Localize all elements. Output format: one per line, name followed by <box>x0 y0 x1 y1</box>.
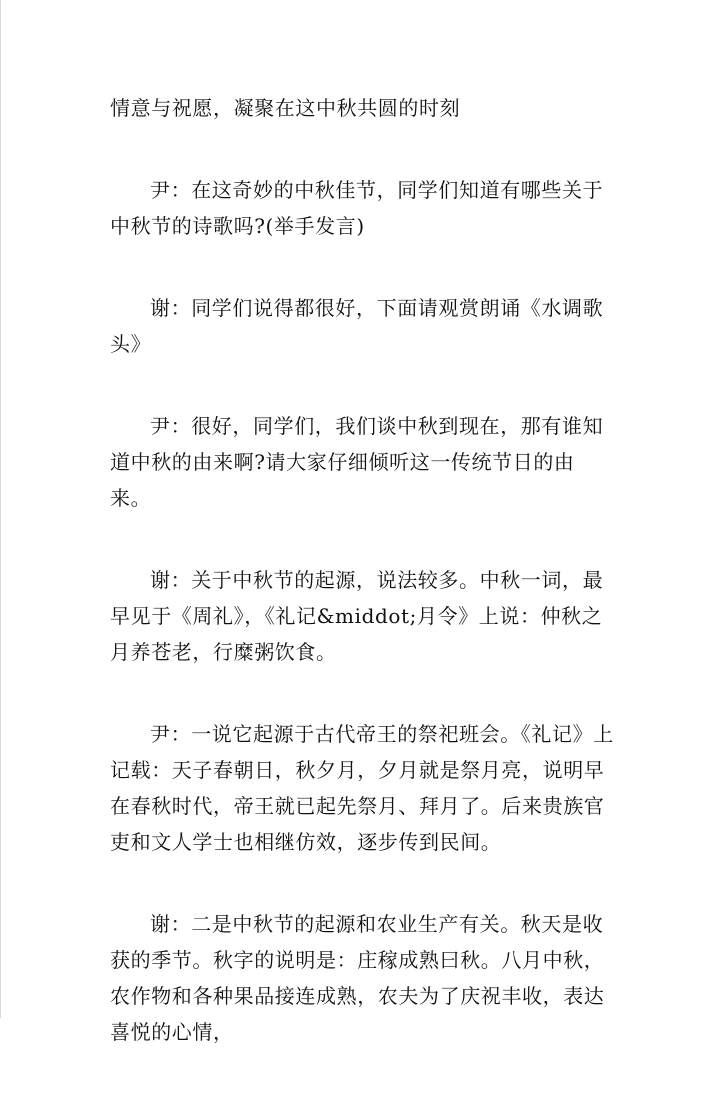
paragraph-6: 尹：一说它起源于古代帝王的祭祀班会。《礼记》上记载：天子春朝日，秋夕月，夕月就是祭月亮，说明早在春秋时代，帝王就已起先祭月、拜月了。后来贵族官吏和文人学士也相继仿效，逐步传到民间。 <box>110 722 614 854</box>
paragraph-2: 尹：在这奇妙的中秋佳节，同学们知道有哪些关于中秋节的诗歌吗?(举手发言) <box>110 178 604 238</box>
paragraph-3: 谢：同学们说得都很好，下面请观赏朗诵《水调歌头》 <box>110 296 604 356</box>
paragraph-4: 尹：很好，同学们，我们谈中秋到现在，那有谁知道中秋的由来啊?请大家仔细倾听这一传统节日的由来。 <box>110 414 604 510</box>
paragraph-5: 谢：关于中秋节的起源，说法较多。中秋一词，最早见于《周礼》，《礼记&middot;月令》上说：仲秋之月养苍老，行糜粥饮食。 <box>110 568 604 664</box>
page-edge-divider <box>0 0 1 1018</box>
paragraph-1: 情意与祝愿，凝聚在这中秋共圆的时刻 <box>110 96 461 120</box>
paragraph-7: 谢：二是中秋节的起源和农业生产有关。秋天是收获的季节。秋字的说明是：庄稼成熟曰秋。八月中秋，农作物和各种果品接连成熟，农夫为了庆祝丰收，表达喜悦的心情， <box>110 912 605 1044</box>
document-body <box>110 90 615 1096</box>
